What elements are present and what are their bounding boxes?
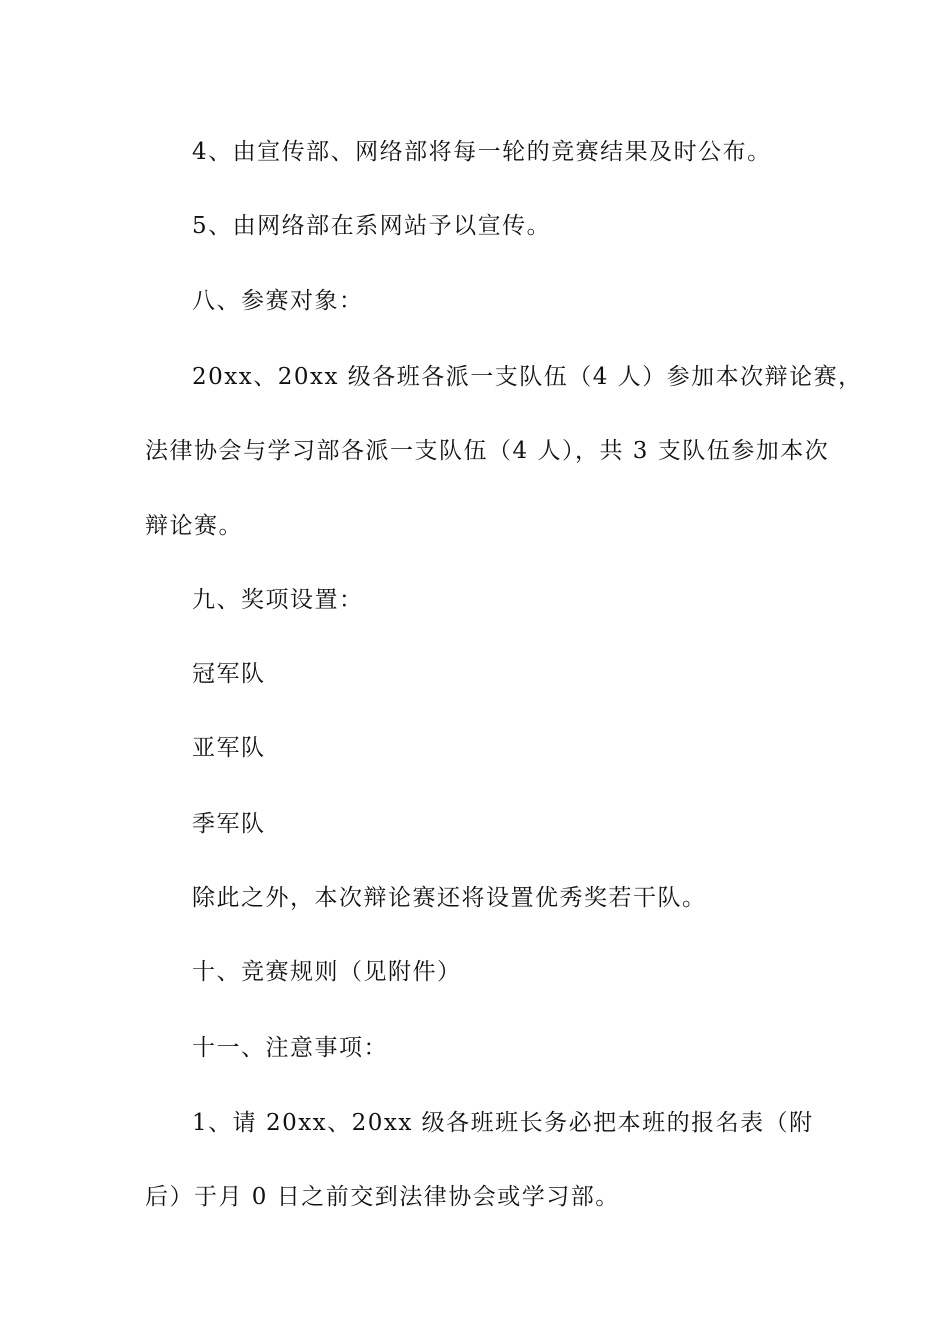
paragraph-note-1-line-1: 1、请 20xx、20xx 级各班班长务必把本班的报名表（附 bbox=[192, 1110, 814, 1136]
award-runner-up: 亚军队 bbox=[192, 735, 266, 761]
paragraph-item-4: 4、由宣传部、网络部将每一轮的竞赛结果及时公布。 bbox=[192, 139, 772, 165]
paragraph-note-1-line-2: 后）于月 0 日之前交到法律协会或学习部。 bbox=[145, 1184, 620, 1210]
section-heading-notes: 十一、注意事项： bbox=[192, 1035, 388, 1061]
paragraph-participants-line-3: 辩论赛。 bbox=[145, 513, 243, 539]
paragraph-item-5: 5、由网络部在系网站予以宣传。 bbox=[192, 213, 552, 239]
section-heading-rules: 十、竞赛规则（见附件） bbox=[192, 959, 462, 985]
paragraph-participants-line-1: 20xx、20xx 级各班各派一支队伍（4 人）参加本次辩论赛， bbox=[192, 364, 863, 390]
section-heading-awards: 九、奖项设置： bbox=[192, 587, 364, 613]
award-champion: 冠军队 bbox=[192, 661, 266, 687]
award-third-place: 季军队 bbox=[192, 811, 266, 837]
paragraph-participants-line-2: 法律协会与学习部各派一支队伍（4 人），共 3 支队伍参加本次 bbox=[145, 438, 830, 464]
paragraph-excellence-award: 除此之外，本次辩论赛还将设置优秀奖若干队。 bbox=[192, 885, 707, 911]
section-heading-participants: 八、参赛对象： bbox=[192, 288, 364, 314]
